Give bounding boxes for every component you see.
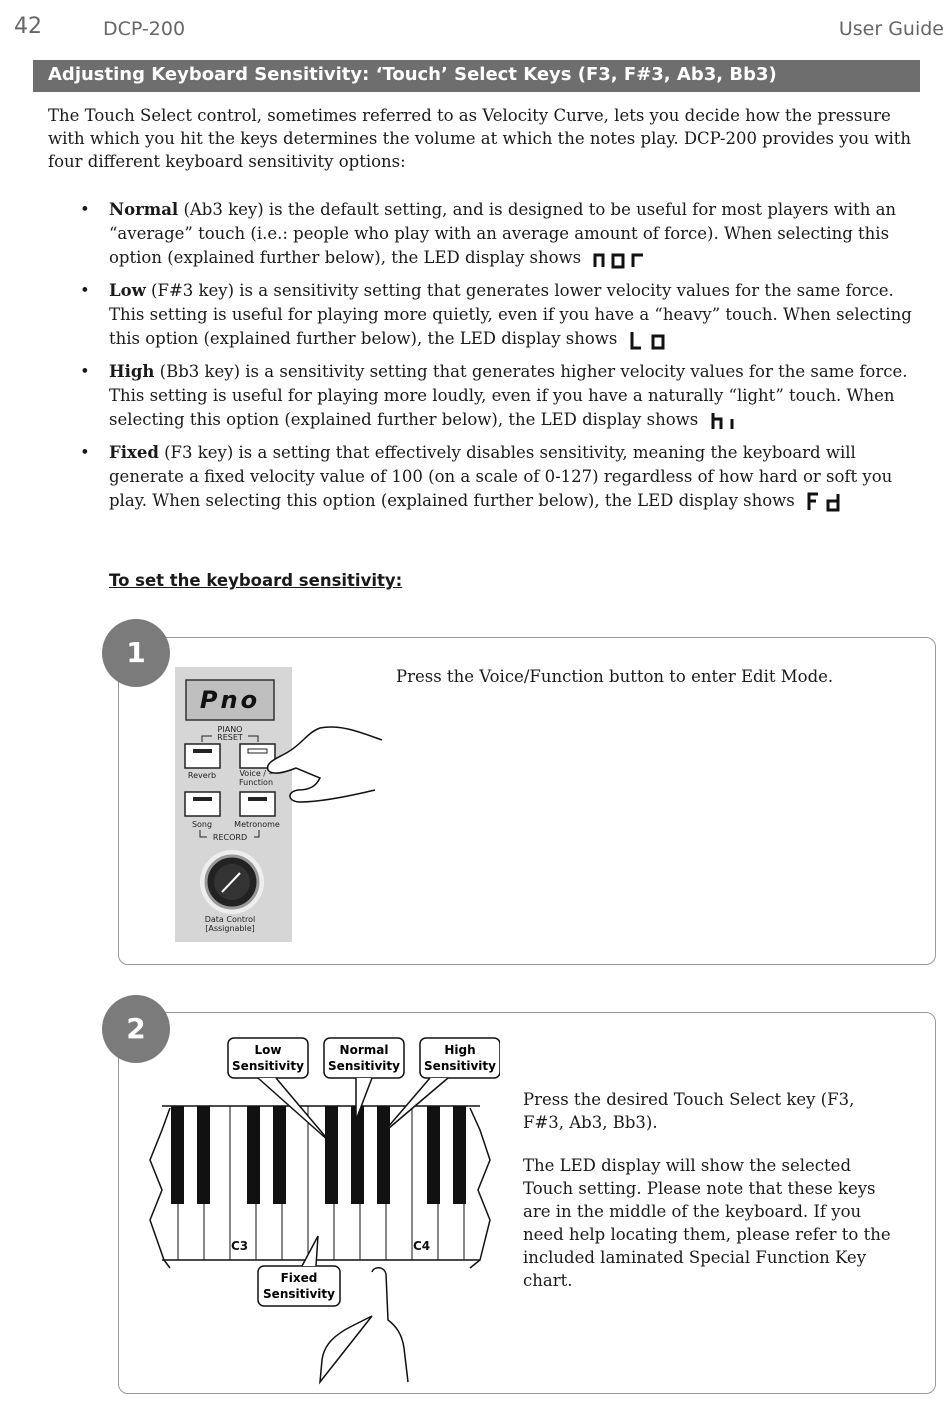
key-c4-label: C4 xyxy=(413,1239,431,1253)
piano-label: PIANO xyxy=(217,725,243,734)
reset-label: RESET xyxy=(217,733,243,742)
svg-text:Sensitivity: Sensitivity xyxy=(232,1059,304,1073)
panel-led-text: Pno xyxy=(199,686,261,714)
list-item: • Fixed (F3 key) is a setting that effectively disables sensitivity, meaning the keyboard will generate a fixed velocity value of 100 (on a scale of 0-127) regardless of how hard or soft you play. When selecting this option (explained further below), the LED display shows xyxy=(80,441,925,513)
step-1-number: 1 xyxy=(102,619,170,687)
procedure-heading: To set the keyboard sensitivity: xyxy=(109,571,403,590)
list-item: • High (Bb3 key) is a sensitivity setting that generates higher velocity values for the same force. This setting is useful for playing more loudly, even if you have a naturally “light” touch. When selecting this option (explained further below), the LED display shows xyxy=(80,360,925,432)
option-name: Fixed xyxy=(109,443,159,462)
svg-text:Sensitivity: Sensitivity xyxy=(263,1287,335,1301)
svg-text:Sensitivity: Sensitivity xyxy=(424,1059,496,1073)
svg-text:Sensitivity: Sensitivity xyxy=(328,1059,400,1073)
option-name: Normal xyxy=(109,200,179,219)
doc-title: User Guide xyxy=(838,18,944,40)
data-control-label: Data Control xyxy=(204,915,256,924)
svg-text:Fixed: Fixed xyxy=(280,1271,318,1285)
voice-label: Voice / – xyxy=(239,769,273,778)
led-display-icon xyxy=(806,491,846,513)
svg-text:Low: Low xyxy=(254,1043,282,1057)
control-panel-illustration xyxy=(170,662,390,947)
reverb-label: Reverb xyxy=(187,771,217,780)
function-label: Function xyxy=(238,778,274,787)
song-button[interactable] xyxy=(185,792,220,816)
keyboard-illustration xyxy=(140,1030,500,1385)
model-name: DCP-200 xyxy=(103,18,186,40)
led-display-icon xyxy=(710,410,740,432)
step-1-text: Press the Voice/Function button to enter Edit Mode. xyxy=(396,667,834,686)
white-keys xyxy=(178,1106,464,1260)
metronome-label: Metronome xyxy=(234,820,280,829)
step-2-note: The LED display will show the selected Touch setting. Please note that these keys are in the middle of the keyboard. If you need help locating them, please refer to the included laminated Special Function Key chart. xyxy=(523,1156,891,1290)
song-label: Song xyxy=(191,820,213,829)
svg-text:Normal: Normal xyxy=(339,1043,389,1057)
option-text: (F3 key) is a setting that effectively disables sensitivity, meaning the keyboard will generate a fixed velocity value of 100 (on a scale of 0-127) regardless of how hard or soft you play. When selecting this option (explained further below), the LED display shows xyxy=(109,443,893,510)
reverb-button[interactable] xyxy=(185,744,220,768)
step-2-text xyxy=(523,1088,893,1312)
list-item: • Low (F#3 key) is a sensitivity setting that generates lower velocity values for the same force. This setting is useful for playing more quietly, even if you have a “heavy” touch. When selecting this option (explained further below), the LED display shows xyxy=(80,279,925,351)
option-text: (Ab3 key) is the default setting, and is designed to be useful for most players with an “average” touch (i.e.: people who play with an average amount of force). When selecting this option (explained further below), the LED display shows xyxy=(109,200,897,267)
assignable-label: [Assignable] xyxy=(205,924,255,933)
option-text: (Bb3 key) is a sensitivity setting that generates higher velocity values for the same force. This setting is useful for playing more loudly, even if you have a naturally “light” touch. When selecting this option (explained further below), the LED display shows xyxy=(109,362,908,429)
black-keys xyxy=(171,1106,466,1204)
section-title-bar xyxy=(33,60,920,92)
led-display-icon xyxy=(629,329,669,351)
option-name: High xyxy=(109,362,155,381)
intro-paragraph: The Touch Select control, sometimes referred to as Velocity Curve, lets you decide how the pressure with which you hit the keys determines the volume at which the notes play. DCP-200 provides you with four different keyboard sensitivity options: xyxy=(48,106,911,171)
list-item: • Normal (Ab3 key) is the default setting, and is designed to be useful for most players with an “average” touch (i.e.: people who play with an average amount of force). When selecting this option (explained further below), the LED display shows xyxy=(80,198,925,270)
option-name: Low xyxy=(109,281,146,300)
led-display-icon xyxy=(592,248,648,270)
step-2-instruction: Press the desired Touch Select key (F3, F#3, Ab3, Bb3). xyxy=(523,1090,855,1132)
metronome-button[interactable] xyxy=(240,792,275,816)
key-c3-label: C3 xyxy=(231,1239,249,1253)
page-number: 42 xyxy=(14,14,42,39)
step-2-number: 2 xyxy=(102,995,170,1063)
section-title: Adjusting Keyboard Sensitivity: ‘Touch’ Select Keys (F3, F#3, Ab3, Bb3) xyxy=(48,64,777,85)
option-text: (F#3 key) is a sensitivity setting that generates lower velocity values for the same force. This setting is useful for playing more quietly, even if you have a “heavy” touch. When selecting this option (explained further below), the LED display shows xyxy=(109,281,912,348)
record-label: RECORD xyxy=(212,833,248,842)
svg-text:High: High xyxy=(444,1043,476,1057)
